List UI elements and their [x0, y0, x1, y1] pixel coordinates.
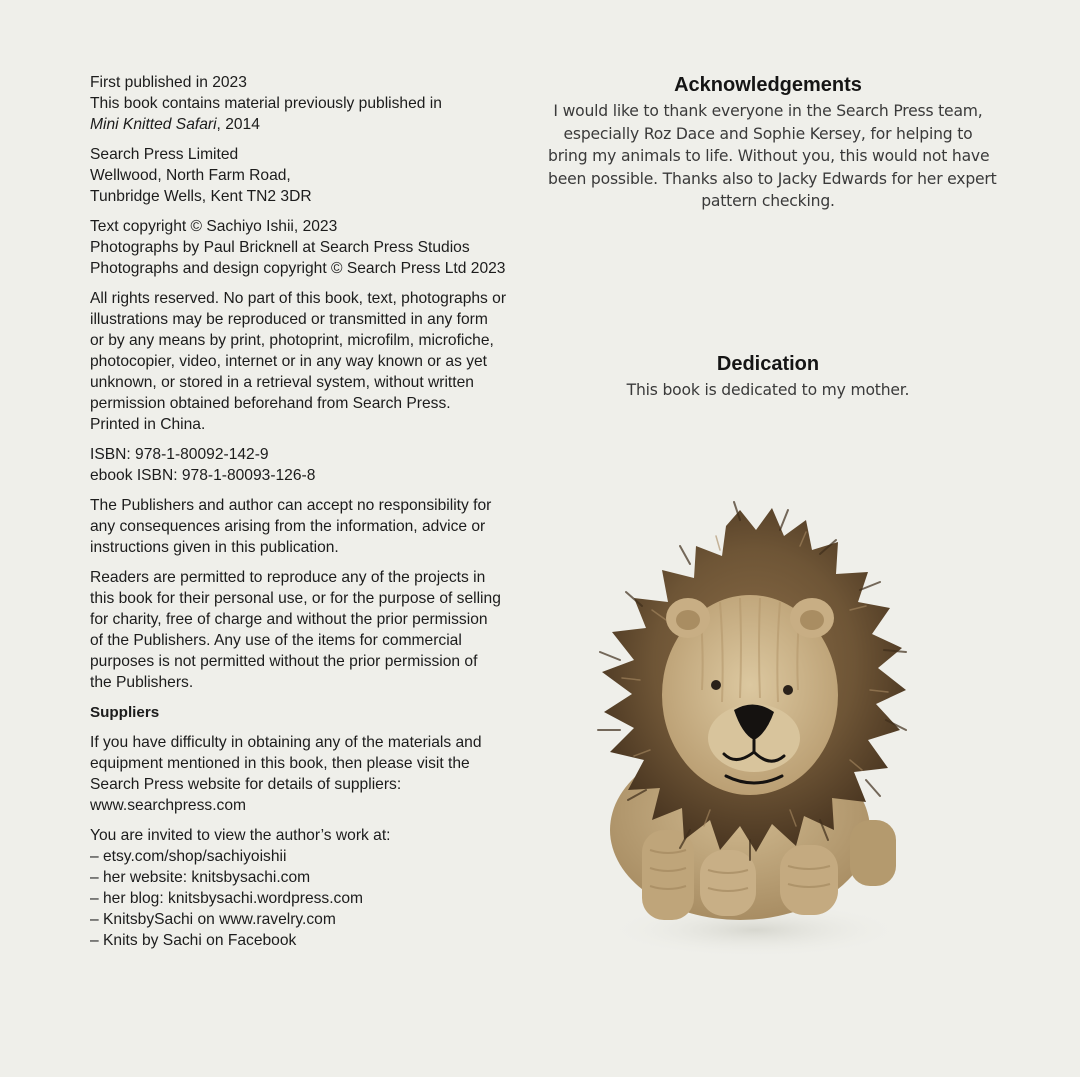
copyright-line: Text copyright © Sachiyo Ishii, 2023 — [90, 218, 338, 235]
disclaimer-line: any consequences arising from the information, advice or — [90, 518, 486, 535]
author-links — [90, 825, 530, 951]
author-links-intro: You are invited to view the author’s work at: — [90, 827, 391, 844]
previous-year: , 2014 — [216, 116, 260, 133]
author-link-item: – KnitsbySachi on www.ravelry.com — [90, 911, 336, 928]
isbn-line: ISBN: 978-1-80092-142-9 — [90, 446, 269, 463]
reproduction-permission — [90, 567, 530, 693]
acknowledgements-line: pattern checking. — [701, 192, 835, 210]
suppliers-info — [90, 732, 530, 816]
address-line: Tunbridge Wells, Kent TN2 3DR — [90, 188, 312, 205]
rights-line: illustrations may be reproduced or transmitted in any form — [90, 311, 488, 328]
previous-title: Mini Knitted Safari — [90, 116, 217, 133]
permission-line: for charity, free of charge and without the prior permission — [90, 611, 488, 628]
rights-statement — [90, 288, 530, 435]
permission-line: Readers are permitted to reproduce any of the projects in — [90, 569, 486, 586]
dedication-section — [548, 351, 988, 402]
disclaimer-line: The Publishers and author can accept no responsibility for — [90, 497, 492, 514]
lion-illustration — [550, 490, 990, 1010]
author-link-item: – Knits by Sachi on Facebook — [90, 932, 297, 949]
suppliers-line: equipment mentioned in this book, then please visit the — [90, 755, 470, 772]
rights-line: Printed in China. — [90, 416, 206, 433]
address-line: Wellwood, North Farm Road, — [90, 167, 291, 184]
publisher-address — [90, 144, 530, 207]
suppliers-website: www.searchpress.com — [90, 797, 246, 814]
isbn-info — [90, 444, 530, 486]
publication-info — [90, 72, 530, 135]
dedication-line: This book is dedicated to my mother. — [626, 381, 910, 399]
copyright-line: Photographs and design copyright © Search Press Ltd 2023 — [90, 260, 506, 277]
publication-line: This book contains material previously published in — [90, 95, 442, 112]
imprint-column — [90, 72, 530, 960]
author-link-item: – her blog: knitsbysachi.wordpress.com — [90, 890, 364, 907]
isbn-line: ebook ISBN: 978-1-80093-126-8 — [90, 467, 316, 484]
acknowledgements-line: especially Roz Dace and Sophie Kersey, for helping to — [563, 124, 973, 143]
suppliers-heading: Suppliers — [90, 704, 160, 721]
copyright-line: Photographs by Paul Bricknell at Search Press Studios — [90, 239, 470, 256]
permission-line: purposes is not permitted without the prior permission of — [90, 653, 478, 670]
rights-line: unknown, or stored in a retrieval system, without written — [90, 374, 474, 391]
acknowledgements-line: I would like to thank everyone in the Search Press team, — [553, 102, 983, 120]
rights-line: photocopier, video, internet or in any way known or as yet — [90, 353, 488, 370]
dedication-text — [548, 379, 988, 402]
address-line: Search Press Limited — [90, 146, 239, 163]
suppliers-line: If you have difficulty in obtaining any of the materials and — [90, 734, 482, 751]
copyright-info — [90, 216, 530, 279]
suppliers-line: Search Press website for details of suppliers: — [90, 776, 402, 793]
acknowledgements-title: Acknowledgements — [674, 74, 862, 96]
disclaimer-line: instructions given in this publication. — [90, 539, 339, 556]
acknowledgements-text — [548, 100, 997, 213]
rights-line: permission obtained beforehand from Search Press. — [90, 395, 451, 412]
rights-line: All rights reserved. No part of this book, text, photographs or — [90, 290, 507, 307]
acknowledgements-line: been possible. Thanks also to Jacky Edwards for her expert — [548, 169, 997, 188]
author-link-item: – etsy.com/shop/sachiyoishii — [90, 848, 287, 865]
previous-title-line — [90, 114, 530, 135]
dedication-title: Dedication — [716, 353, 820, 375]
publication-line: First published in 2023 — [90, 74, 247, 91]
lion-face — [662, 595, 838, 795]
author-link-item: – her website: knitsbysachi.com — [90, 869, 311, 886]
rights-line: or by any means by print, photoprint, microfilm, microfiche, — [90, 332, 494, 349]
permission-line: of the Publishers. Any use of the items for commercial — [90, 632, 462, 649]
acknowledgements-line: bring my animals to life. Without you, this would not have — [548, 147, 990, 165]
permission-line: this book for their personal use, or for the purpose of selling — [90, 590, 501, 607]
permission-line: the Publishers. — [90, 674, 194, 691]
disclaimer — [90, 495, 530, 558]
knitted-lion-photo — [550, 490, 990, 1010]
acknowledgements-section — [548, 72, 997, 213]
